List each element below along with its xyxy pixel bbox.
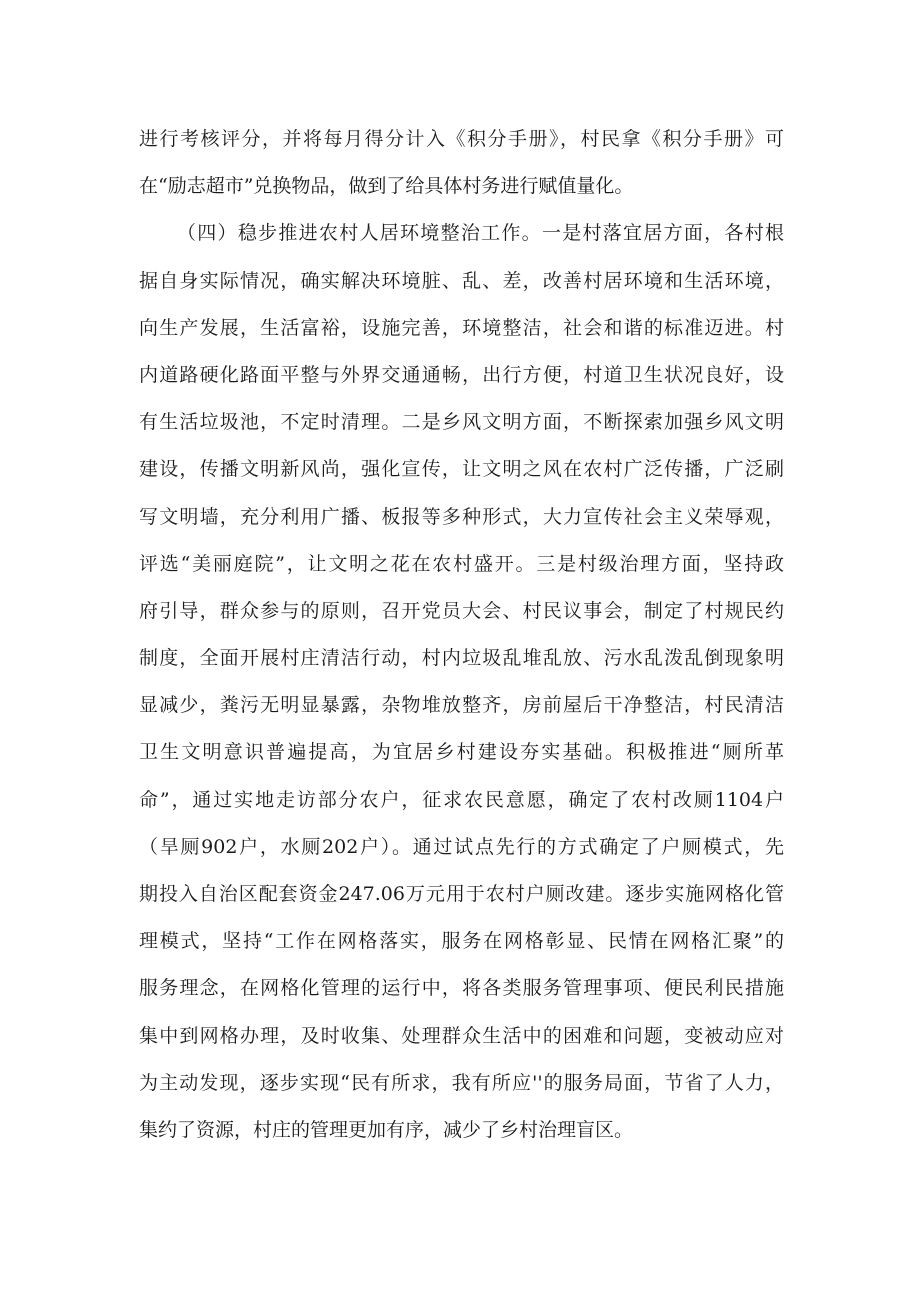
text-line: 向生产发展，生活富裕，设施完善，环境整洁，社会和谐的标准迈进。村 bbox=[139, 316, 784, 339]
text-line: 制度，全面开展村庄清洁行动，村内垃圾乱堆乱放、污水乱泼乱倒现象明 bbox=[139, 647, 784, 670]
text-line: 内道路硬化路面平整与外界交通通畅，出行方便，村道卫生状况良好，设 bbox=[139, 363, 784, 386]
text-line: 据自身实际情况，确实解决环境脏、乱、差，改善村居环境和生活环境， bbox=[139, 269, 784, 292]
text-line: 期投入自治区配套资金247.06万元用于农村户厕改建。逐步实施网格化管 bbox=[139, 883, 784, 905]
text-line: 集中到网格办理，及时收集、处理群众生活中的困难和问题，变被动应对 bbox=[139, 1024, 784, 1047]
section-heading-line: （四）稳步推进农村人居环境整治工作。一是村落宜居方面，各村根 bbox=[177, 222, 784, 245]
text-line: 评选“美丽庭院”，让文明之花在农村盛开。三是村级治理方面，坚持政 bbox=[139, 552, 784, 575]
text-line: 命”，通过实地走访部分农户，征求农民意愿，确定了农村改厕1104户 bbox=[139, 788, 784, 811]
text-line: 进行考核评分，并将每月得分计入《积分手册》，村民拿《积分手册》可 bbox=[139, 128, 784, 150]
text-line: 卫生文明意识普遍提高，为宜居乡村建设夯实基础。积极推进“厕所革 bbox=[139, 741, 784, 764]
body-text bbox=[139, 116, 784, 1154]
text-line: 为主动发现，逐步实现“民有所求，我有所应''的服务局面，节省了人力， bbox=[139, 1071, 784, 1094]
text-line: 府引导，群众参与的原则，召开党员大会、村民议事会，制定了村规民约 bbox=[139, 599, 784, 622]
text-line: 显减少，粪污无明显暴露，杂物堆放整齐，房前屋后干净整洁，村民清洁 bbox=[139, 694, 784, 717]
text-line: （旱厕902户，水厕202户）。通过试点先行的方式确定了户厕模式，先 bbox=[139, 835, 784, 858]
text-line: 建设，传播文明新风尚，强化宣传，让文明之风在农村广泛传播，广泛刷 bbox=[139, 458, 784, 481]
text-line: 有生活垃圾池，不定时清理。二是乡风文明方面，不断探索加强乡风文明 bbox=[139, 411, 784, 434]
text-line: 写文明墙，充分利用广播、板报等多种形式，大力宣传社会主义荣辱观， bbox=[139, 505, 784, 528]
text-line: 理模式，坚持“工作在网格落实，服务在网格彰显、民情在网格汇聚”的 bbox=[139, 930, 784, 953]
text-line: 集约了资源，村庄的管理更加有序，减少了乡村治理盲区。 bbox=[139, 1118, 634, 1141]
text-line: 在“励志超市”兑换物品，做到了给具体村务进行赋值量化。 bbox=[139, 175, 634, 198]
text-line: 服务理念，在网格化管理的运行中，将各类服务管理事项、便民利民措施 bbox=[139, 977, 784, 1000]
